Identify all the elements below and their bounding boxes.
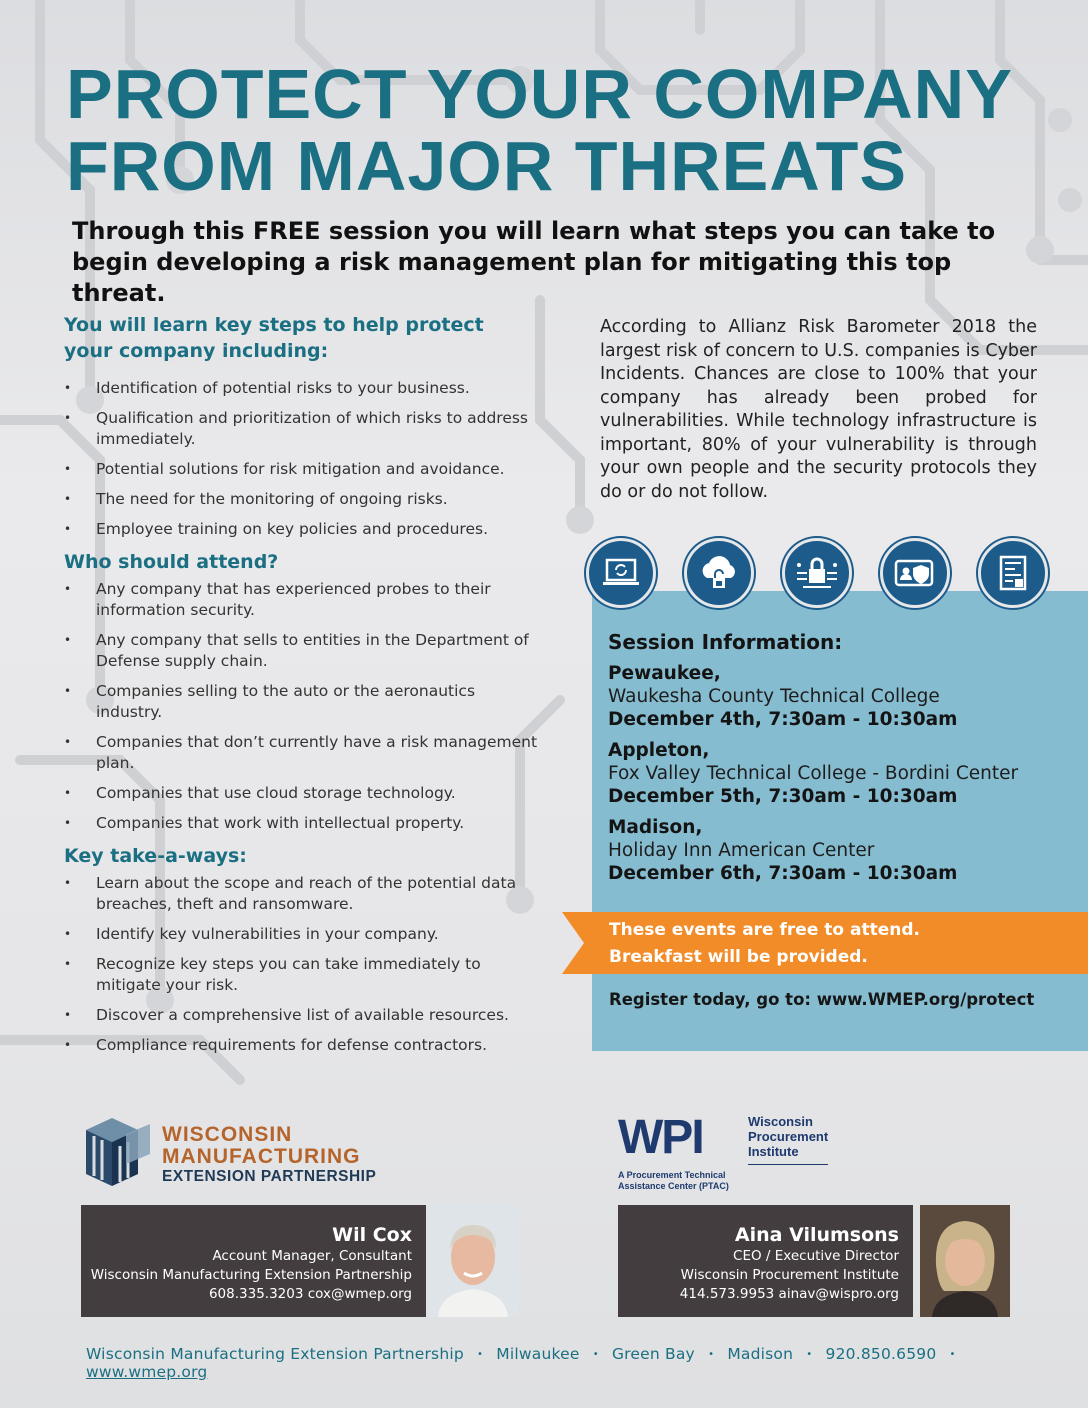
list-item: • The need for the monitoring of ongoing risks. [64, 489, 544, 510]
session-location [608, 816, 1078, 885]
wmep-line-2: MANUFACTURING [162, 1145, 361, 1168]
attend-heading: Who should attend? [64, 551, 279, 573]
list-item: • Any company that has experienced probes to their information security. [64, 579, 544, 621]
contact-card [618, 1205, 913, 1317]
list-item: • Companies that use cloud storage technology. [64, 783, 544, 804]
footer-separator: • [477, 1349, 484, 1360]
wpi-sub-line: A Procurement Technical [618, 1170, 726, 1180]
session-location [608, 739, 1078, 808]
cloud-lock-icon [684, 538, 754, 608]
wpi-name-line: Institute [748, 1144, 799, 1159]
wpi-mark: WPI [618, 1111, 703, 1164]
title-line-1: PROTECT YOUR COMPANY [66, 55, 1013, 133]
location-venue: Holiday Inn American Center [608, 840, 875, 861]
contact-name: Aina Vilumsons [734, 1224, 899, 1246]
wpi-sub-line: Assistance Center (PTAC) [618, 1181, 729, 1191]
footer-city: Milwaukee [496, 1345, 580, 1363]
contact-title: Account Manager, Consultant [212, 1248, 412, 1264]
list-item: • Compliance requirements for defense contractors. [64, 1035, 544, 1056]
title-line-2: FROM MAJOR THREATS [66, 127, 908, 205]
wmep-line-1: WISCONSIN [162, 1123, 293, 1146]
icon-row [584, 538, 1054, 610]
list-item: • Discover a comprehensive list of available resources. [64, 1005, 544, 1026]
wpi-name-line: Wisconsin [748, 1114, 813, 1129]
intro-text: Through this FREE session you will learn what steps you can take to begin developing a risk management plan for mitigating this top threat. [72, 217, 996, 307]
footer-org: Wisconsin Manufacturing Extension Partnership [86, 1345, 464, 1363]
location-venue: Waukesha County Technical College [608, 686, 940, 707]
wmep-cube-icon [84, 1116, 154, 1188]
server-icon [978, 538, 1048, 608]
wpi-logo [618, 1112, 848, 1194]
location-city: Pewaukee, [608, 663, 721, 684]
session-location [608, 662, 1078, 731]
avatar [920, 1205, 1010, 1317]
circuit-lock-icon [782, 538, 852, 608]
id-shield-icon [880, 538, 950, 608]
list-item: • Companies selling to the auto or the aeronautics industry. [64, 681, 544, 723]
footer-separator: • [806, 1349, 813, 1360]
contact-org: Wisconsin Manufacturing Extension Partnership [90, 1267, 412, 1283]
location-city: Madison, [608, 817, 703, 838]
session-heading: Session Information: [608, 630, 843, 654]
avatar [428, 1205, 518, 1317]
wmep-logo [84, 1116, 424, 1192]
footer [86, 1345, 1046, 1381]
footer-city: Madison [727, 1345, 794, 1363]
session-info [608, 628, 1078, 893]
list-item: • Identify key vulnerabilities in your company. [64, 924, 544, 945]
location-city: Appleton, [608, 740, 710, 761]
location-date: December 5th, 7:30am - 10:30am [608, 786, 958, 807]
list-item: • Potential solutions for risk mitigation and avoidance. [64, 459, 544, 480]
list-item: • Employee training on key policies and procedures. [64, 519, 544, 540]
wpi-name [748, 1114, 828, 1165]
free-ribbon-text [609, 917, 1069, 971]
wmep-line-3: EXTENSION PARTNERSHIP [162, 1168, 377, 1185]
list-item: • Companies that don’t currently have a risk management plan. [64, 732, 544, 774]
laptop-sync-icon [586, 538, 656, 608]
list-item: • Any company that sells to entities in the Department of Defense supply chain. [64, 630, 544, 672]
takeaways-heading: Key take-a-ways: [64, 845, 247, 867]
footer-phone: 920.850.6590 [825, 1345, 937, 1363]
list-item: • Recognize key steps you can take immediately to mitigate your risk. [64, 954, 544, 996]
contact-org: Wisconsin Procurement Institute [680, 1267, 899, 1283]
list-item: • Identification of potential risks to your business. [64, 378, 544, 399]
list-item: • Learn about the scope and reach of the potential data breaches, theft and ransomware. [64, 873, 544, 915]
footer-separator: • [949, 1349, 956, 1360]
list-item: • Qualification and prioritization of which risks to address immediately. [64, 408, 544, 450]
contact-phone-email[interactable]: 608.335.3203 cox@wmep.org [208, 1286, 412, 1302]
takeaways-list [64, 873, 544, 1056]
left-column [64, 312, 544, 1065]
attend-list [64, 579, 544, 834]
contact-title: CEO / Executive Director [733, 1248, 899, 1264]
footer-city: Green Bay [611, 1345, 695, 1363]
register-link[interactable]: Register today, go to: www.WMEP.org/protect [609, 990, 1035, 1009]
location-venue: Fox Valley Technical College - Bordini Center [608, 763, 1019, 784]
contact-name: Wil Cox [332, 1224, 412, 1246]
free-line-2: Breakfast will be provided. [609, 947, 868, 967]
location-date: December 4th, 7:30am - 10:30am [608, 709, 958, 730]
footer-separator: • [708, 1349, 715, 1360]
footer-separator: • [592, 1349, 599, 1360]
list-item: • Companies that work with intellectual property. [64, 813, 544, 834]
wpi-subtitle [618, 1170, 729, 1192]
wpi-name-line: Procurement [748, 1129, 829, 1144]
page-title [66, 55, 1046, 205]
learn-heading: You will learn key steps to help protect your company including: [64, 314, 484, 362]
risk-paragraph: According to Allianz Risk Barometer 2018 the largest risk of concern to U.S. companies is Cyber Incidents. Chances are close to 100% that your company has already been probed for vulnerabilities. While technology infrastructure is important, 80% of your vulnerability is through your own people and the security protocols they do or do not follow. [600, 317, 1037, 502]
free-line-1: These events are free to attend. [609, 920, 920, 940]
contact-card [81, 1205, 426, 1317]
learn-list [64, 378, 544, 540]
contact-phone-email[interactable]: 414.573.9953 ainav@wispro.org [679, 1286, 899, 1302]
footer-website-link[interactable]: www.wmep.org [86, 1363, 208, 1381]
location-date: December 6th, 7:30am - 10:30am [608, 863, 958, 884]
